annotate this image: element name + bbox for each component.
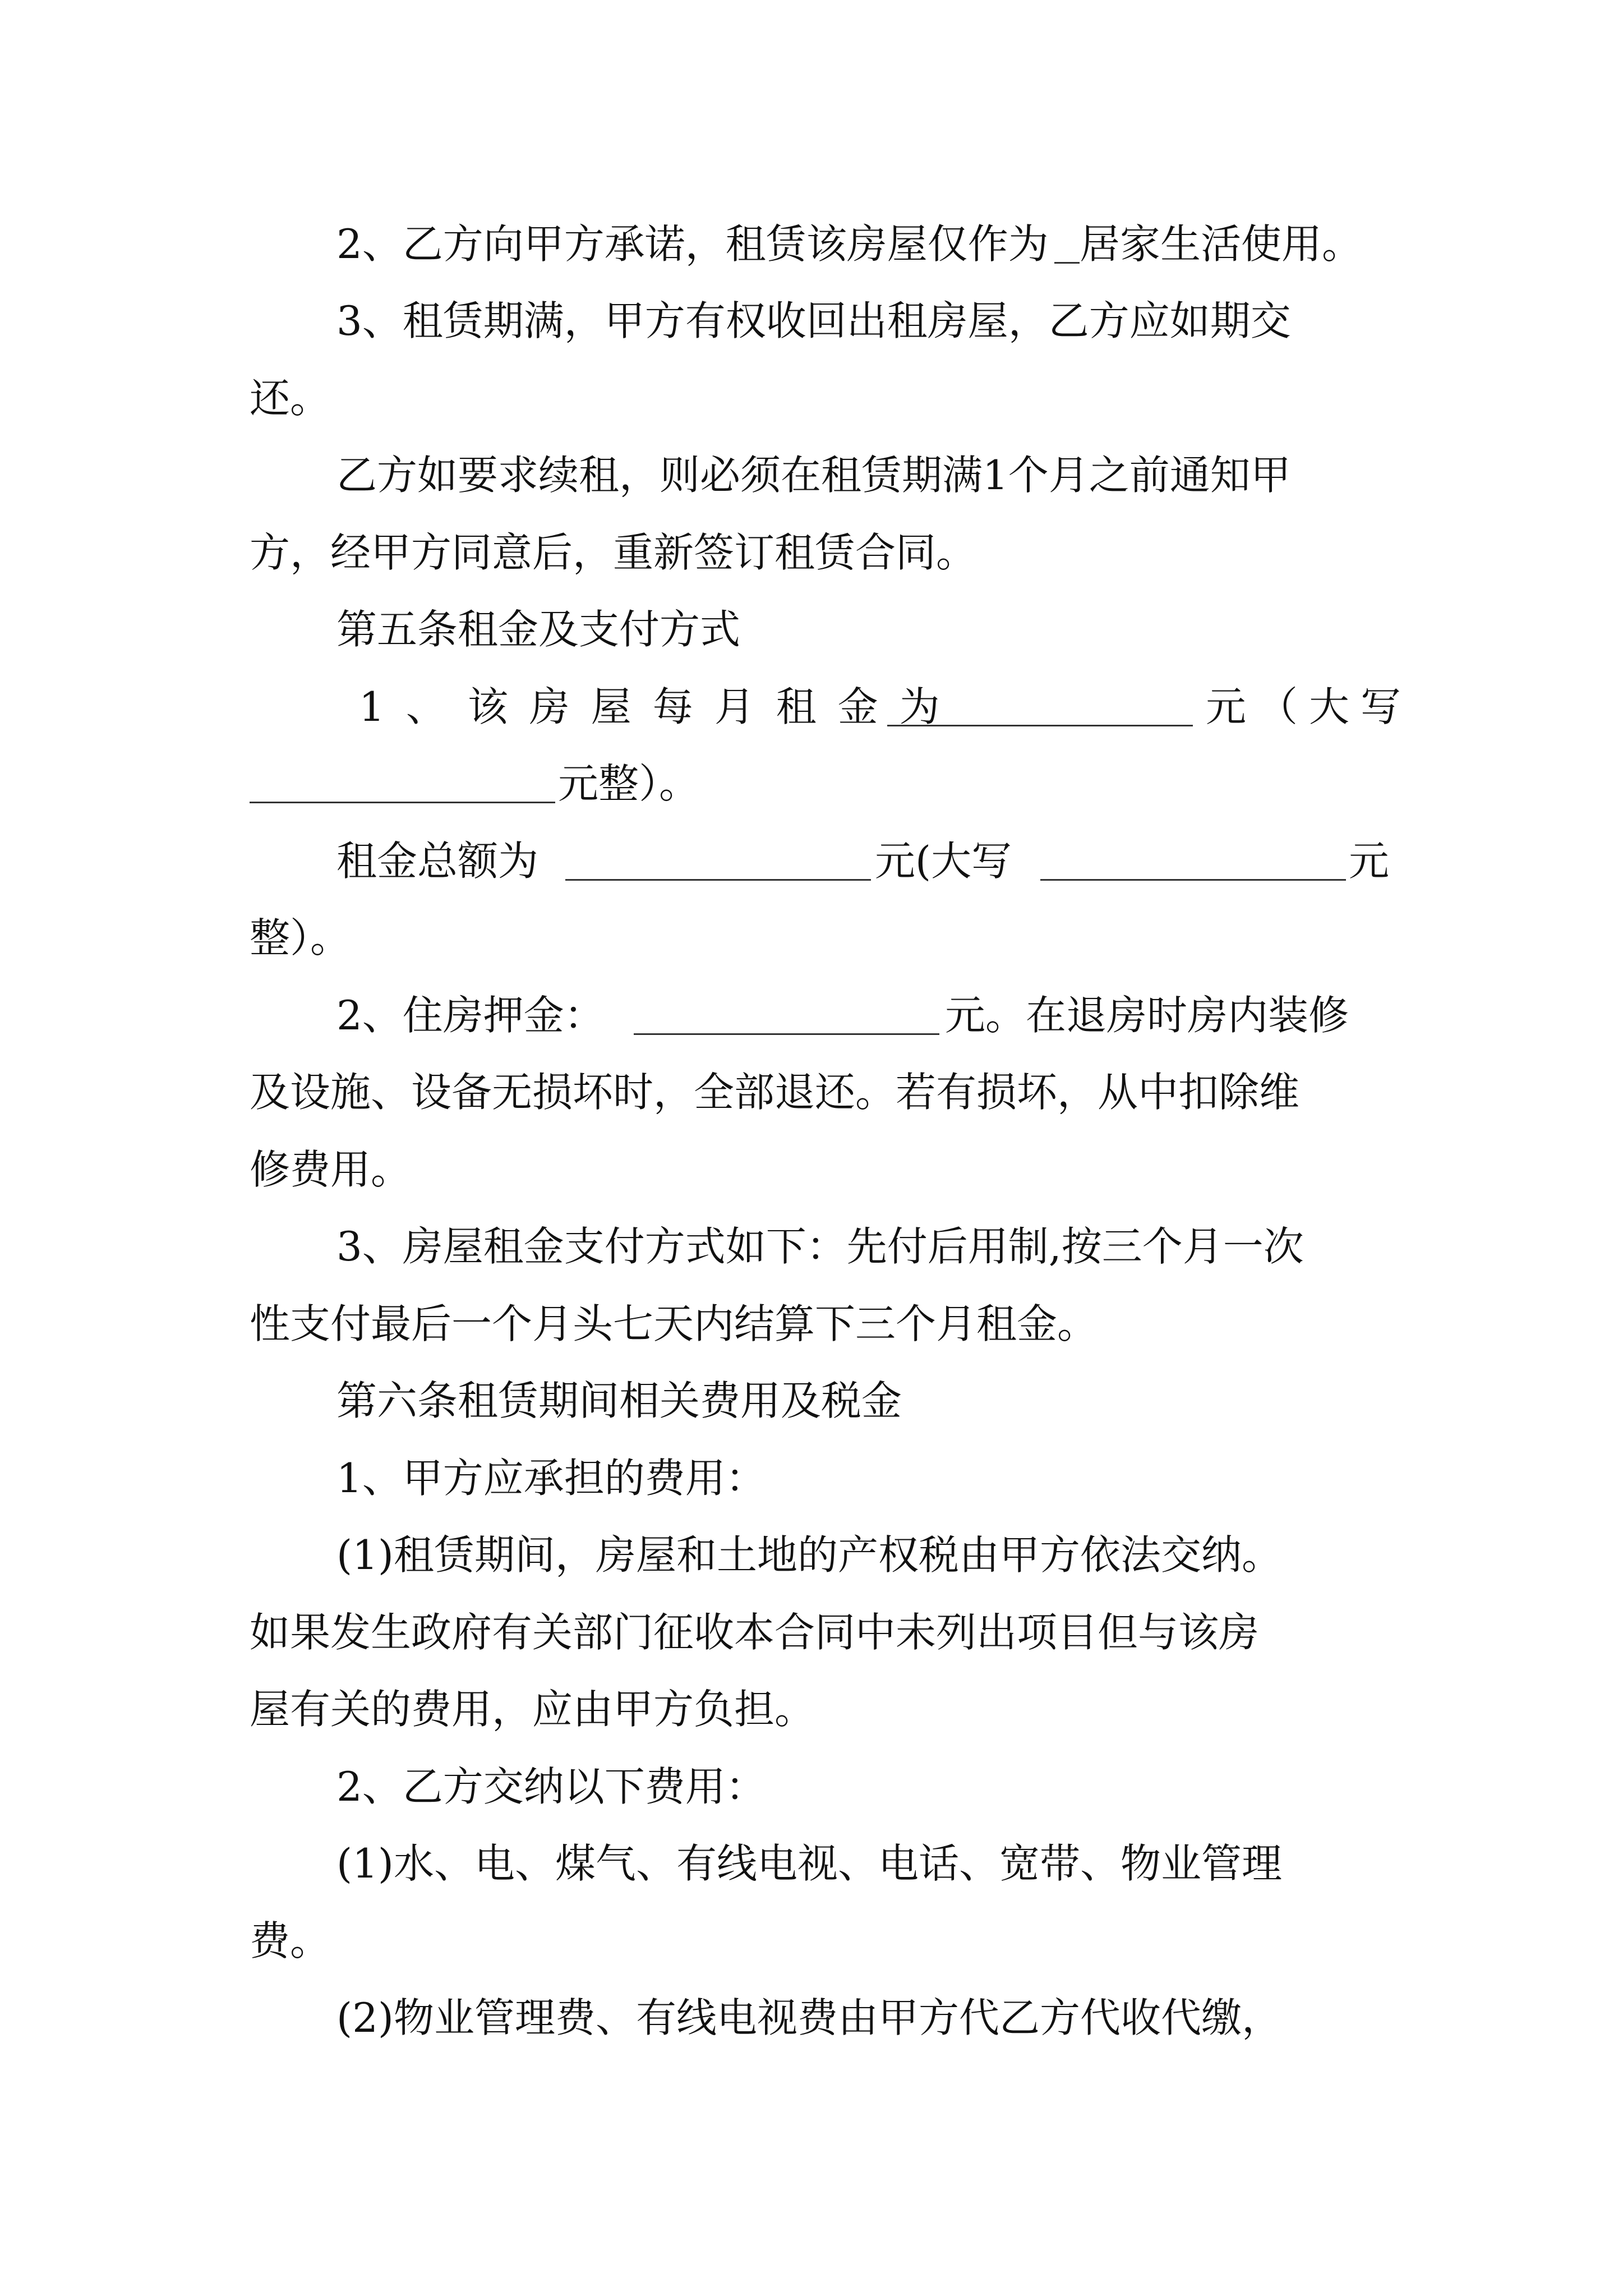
blank-underline	[1054, 262, 1080, 264]
paragraph-renewal	[0, 436, 1623, 514]
paragraph-text: 元	[1349, 838, 1390, 885]
paragraph-text: 元(大写	[875, 838, 1012, 885]
paragraph-property-tax-cont	[0, 1670, 1623, 1749]
paragraph-deposit-cont	[0, 1053, 1623, 1131]
paragraph-text: 2、住房押金：	[336, 992, 605, 1039]
paragraph-text: 1、甲方应承担的费用：	[336, 1455, 766, 1502]
paragraph-text: 1、该房屋每月租金为	[359, 683, 961, 730]
paragraph-text: 元（大写	[1206, 683, 1413, 730]
blank-underline	[634, 1033, 939, 1035]
paragraph-text: 屋有关的费用，应由甲方负担。	[250, 1686, 815, 1733]
paragraph-renewal-cont	[0, 513, 1623, 592]
paragraph-landlord-costs	[0, 1439, 1623, 1517]
article-heading-5	[0, 590, 1623, 669]
paragraph-use-commitment	[0, 205, 1623, 283]
paragraph-text: (2)物业管理费、有线电视费由甲方代乙方代收代缴，	[336, 1994, 1282, 2041]
blank-underline	[250, 802, 555, 803]
paragraph-text: 2、乙方交纳以下费用：	[336, 1763, 766, 1810]
paragraph-monthly-rent	[0, 668, 1623, 746]
heading-text: 第六条租赁期间相关费用及税金	[336, 1377, 902, 1424]
paragraph-text: 租金总额为	[336, 838, 539, 885]
paragraph-text: 性支付最后一个月头七天内结算下三个月租金。	[250, 1300, 1098, 1347]
paragraph-text: 3、租赁期满，甲方有权收回出租房屋，乙方应如期交	[336, 297, 1291, 344]
paragraph-payment-method-cont	[0, 1285, 1623, 1363]
paragraph-text: 修费用。	[250, 1146, 412, 1193]
paragraph-management-fee	[0, 1978, 1623, 2057]
paragraph-text: 还。	[250, 375, 331, 422]
paragraph-total-rent-cont	[0, 899, 1623, 977]
paragraph-lease-expiry	[0, 282, 1623, 360]
blank-underline	[887, 725, 1193, 726]
paragraph-total-rent	[0, 822, 1623, 900]
blank-underline	[565, 879, 871, 881]
paragraph-utilities	[0, 1824, 1623, 1903]
paragraph-text: 方，经甲方同意后，重新签订租赁合同。	[250, 529, 977, 576]
paragraph-text: 乙方如要求续租，则必须在租赁期满1个月之前通知甲	[336, 452, 1291, 499]
paragraph-property-tax	[0, 1516, 1623, 1594]
paragraph-lease-expiry-cont	[0, 359, 1623, 438]
paragraph-text: 2、乙方向甲方承诺，租赁该房屋仅作为	[336, 220, 1049, 268]
paragraph-deposit	[0, 976, 1623, 1055]
paragraph-text: (1)水、电、煤气、有线电视、电话、宽带、物业管理	[336, 1840, 1282, 1887]
paragraph-deposit-cont	[0, 1130, 1623, 1209]
heading-text: 第五条租金及支付方式	[336, 606, 741, 653]
paragraph-text: 元整）。	[558, 760, 700, 807]
paragraph-text: (1)租赁期间，房屋和土地的产权税由甲方依法交纳。	[336, 1531, 1282, 1579]
paragraph-text: 居家生活使用。	[1080, 220, 1363, 268]
paragraph-payment-method	[0, 1207, 1623, 1286]
blank-underline	[1040, 879, 1346, 881]
paragraph-tenant-costs	[0, 1747, 1623, 1826]
article-heading-6	[0, 1361, 1623, 1440]
paragraph-property-tax-cont	[0, 1593, 1623, 1672]
paragraph-text: 元。在退房时房内装修	[945, 992, 1349, 1039]
paragraph-text: 3、房屋租金支付方式如下：先付后用制,按三个月一次	[336, 1223, 1304, 1270]
paragraph-text: 整）。	[250, 914, 351, 961]
paragraph-text: 费。	[250, 1917, 331, 1964]
paragraph-text: 及设施、设备无损坏时，全部退还。若有损坏，从中扣除维	[250, 1069, 1300, 1116]
paragraph-utilities-cont	[0, 1902, 1623, 1980]
paragraph-text: 如果发生政府有关部门征收本合同中未列出项目但与该房	[250, 1609, 1260, 1656]
paragraph-monthly-rent-cont	[0, 744, 1623, 823]
